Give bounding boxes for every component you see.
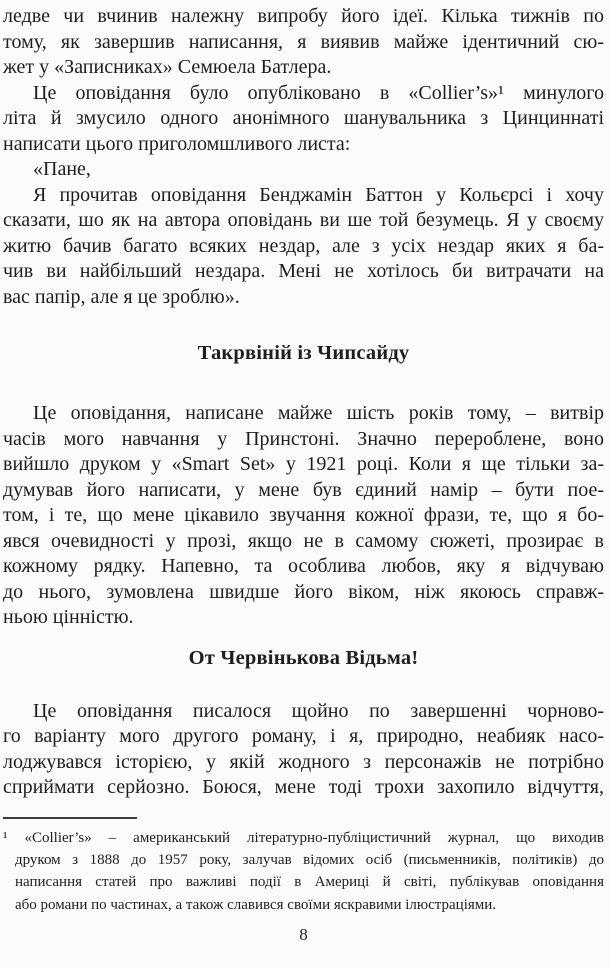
text-line: тому, як завершив написання, я виявив майже ідентичний сю-: [3, 30, 604, 53]
text-line: кожному рядку. Напевно, та особлива любов, яку я відчуваю: [3, 555, 604, 577]
paragraph: [3, 4, 604, 81]
text-line: вас папір, але я це зроблю».: [3, 285, 240, 308]
paragraph: [3, 699, 604, 801]
footnote-line: ¹ «Collier’s» – американський літературно-публіцистичний журнал, що виходив: [3, 829, 604, 846]
footnote-line: написання статей про важливі події в Америці й світі, публікував оповідання: [15, 874, 604, 891]
text-line: часів мого навчання у Принстоні. Значно перероблене, воно: [3, 427, 604, 450]
text-line: лоджувався історією, у якій жодного з персонажів не потрібно: [3, 750, 604, 773]
footnote: [3, 817, 604, 917]
paragraph: [3, 183, 604, 311]
text-line: до нього, зумовлена швидше його віком, ніж якоюсь справж-: [3, 580, 604, 603]
text-line: сказати, шо як на автора оповідань ви ше той безумець. Я у своєму: [3, 209, 604, 231]
paragraph: [3, 157, 604, 183]
text-line: Це оповідання писалося щойно по завершенні чорново-: [33, 699, 604, 722]
text-line: го варіанту мого другого роману, і я, природно, неабияк насо-: [3, 725, 604, 747]
paragraph: [3, 401, 604, 631]
text-line: думував його написати, у мене був єдиний намір – бути пое-: [3, 478, 604, 501]
text-line: Це оповідання було опубліковано в «Collier’s»¹ минулого: [33, 81, 604, 104]
text-line: том, і те, що мене цікавило звучання кожної фрази, те, що я бо-: [3, 504, 604, 526]
text-line: літа й змусило одного анонімного шанувальника з Цинциннаті: [3, 107, 604, 129]
text-line: Це оповідання, написане майже шість років тому, – витвір: [33, 402, 604, 424]
section-heading: Такрвіній із Чипсайду: [197, 342, 410, 364]
text-line: житю бачив багато всяких нездар, але з усіх нездар яких я ба-: [3, 234, 604, 257]
text-line: вийшло друком у «Smart Set» у 1921 році. Коли я ще тільки за-: [3, 453, 604, 475]
paragraph: [3, 81, 604, 158]
footnote-line: друком з 1888 до 1957 року, залучав відомих осіб (письменників, політиків) до: [15, 851, 604, 868]
section-heading: От Червінькова Відьма!: [188, 646, 419, 669]
text-line: Я прочитав оповідання Бенджамін Баттон у Кольєрсі і хочу: [33, 183, 604, 206]
text-line: ледве чи вчинив належну випробу його ідеї. Кілька тижнів по: [3, 5, 604, 27]
text-line: чив ви найбільший нездара. Мені не хотілось би витрачати на: [3, 260, 604, 282]
text-line: сприймати серйозно. Боюся, мене тоді трохи захопило відчуття,: [3, 776, 604, 798]
text-line: жет у «Записниках» Семюела Батлера.: [3, 56, 332, 78]
footnote-line: або романи по частинах, а також славився своїми яскравими ілюстраціями.: [15, 896, 497, 913]
text-line: явся очевидності у прозі, якщо не в самому сюжеті, прозирає в: [3, 529, 604, 552]
text-line: написати цього приголомшливого листа:: [3, 132, 351, 155]
page-text: [3, 4, 604, 801]
page-number: 8: [299, 925, 308, 945]
footnote-lines: [3, 827, 604, 917]
text-line: ньою цінністю.: [3, 606, 134, 628]
footnote-rule: [3, 817, 137, 819]
text-line: «Пане,: [33, 158, 91, 180]
